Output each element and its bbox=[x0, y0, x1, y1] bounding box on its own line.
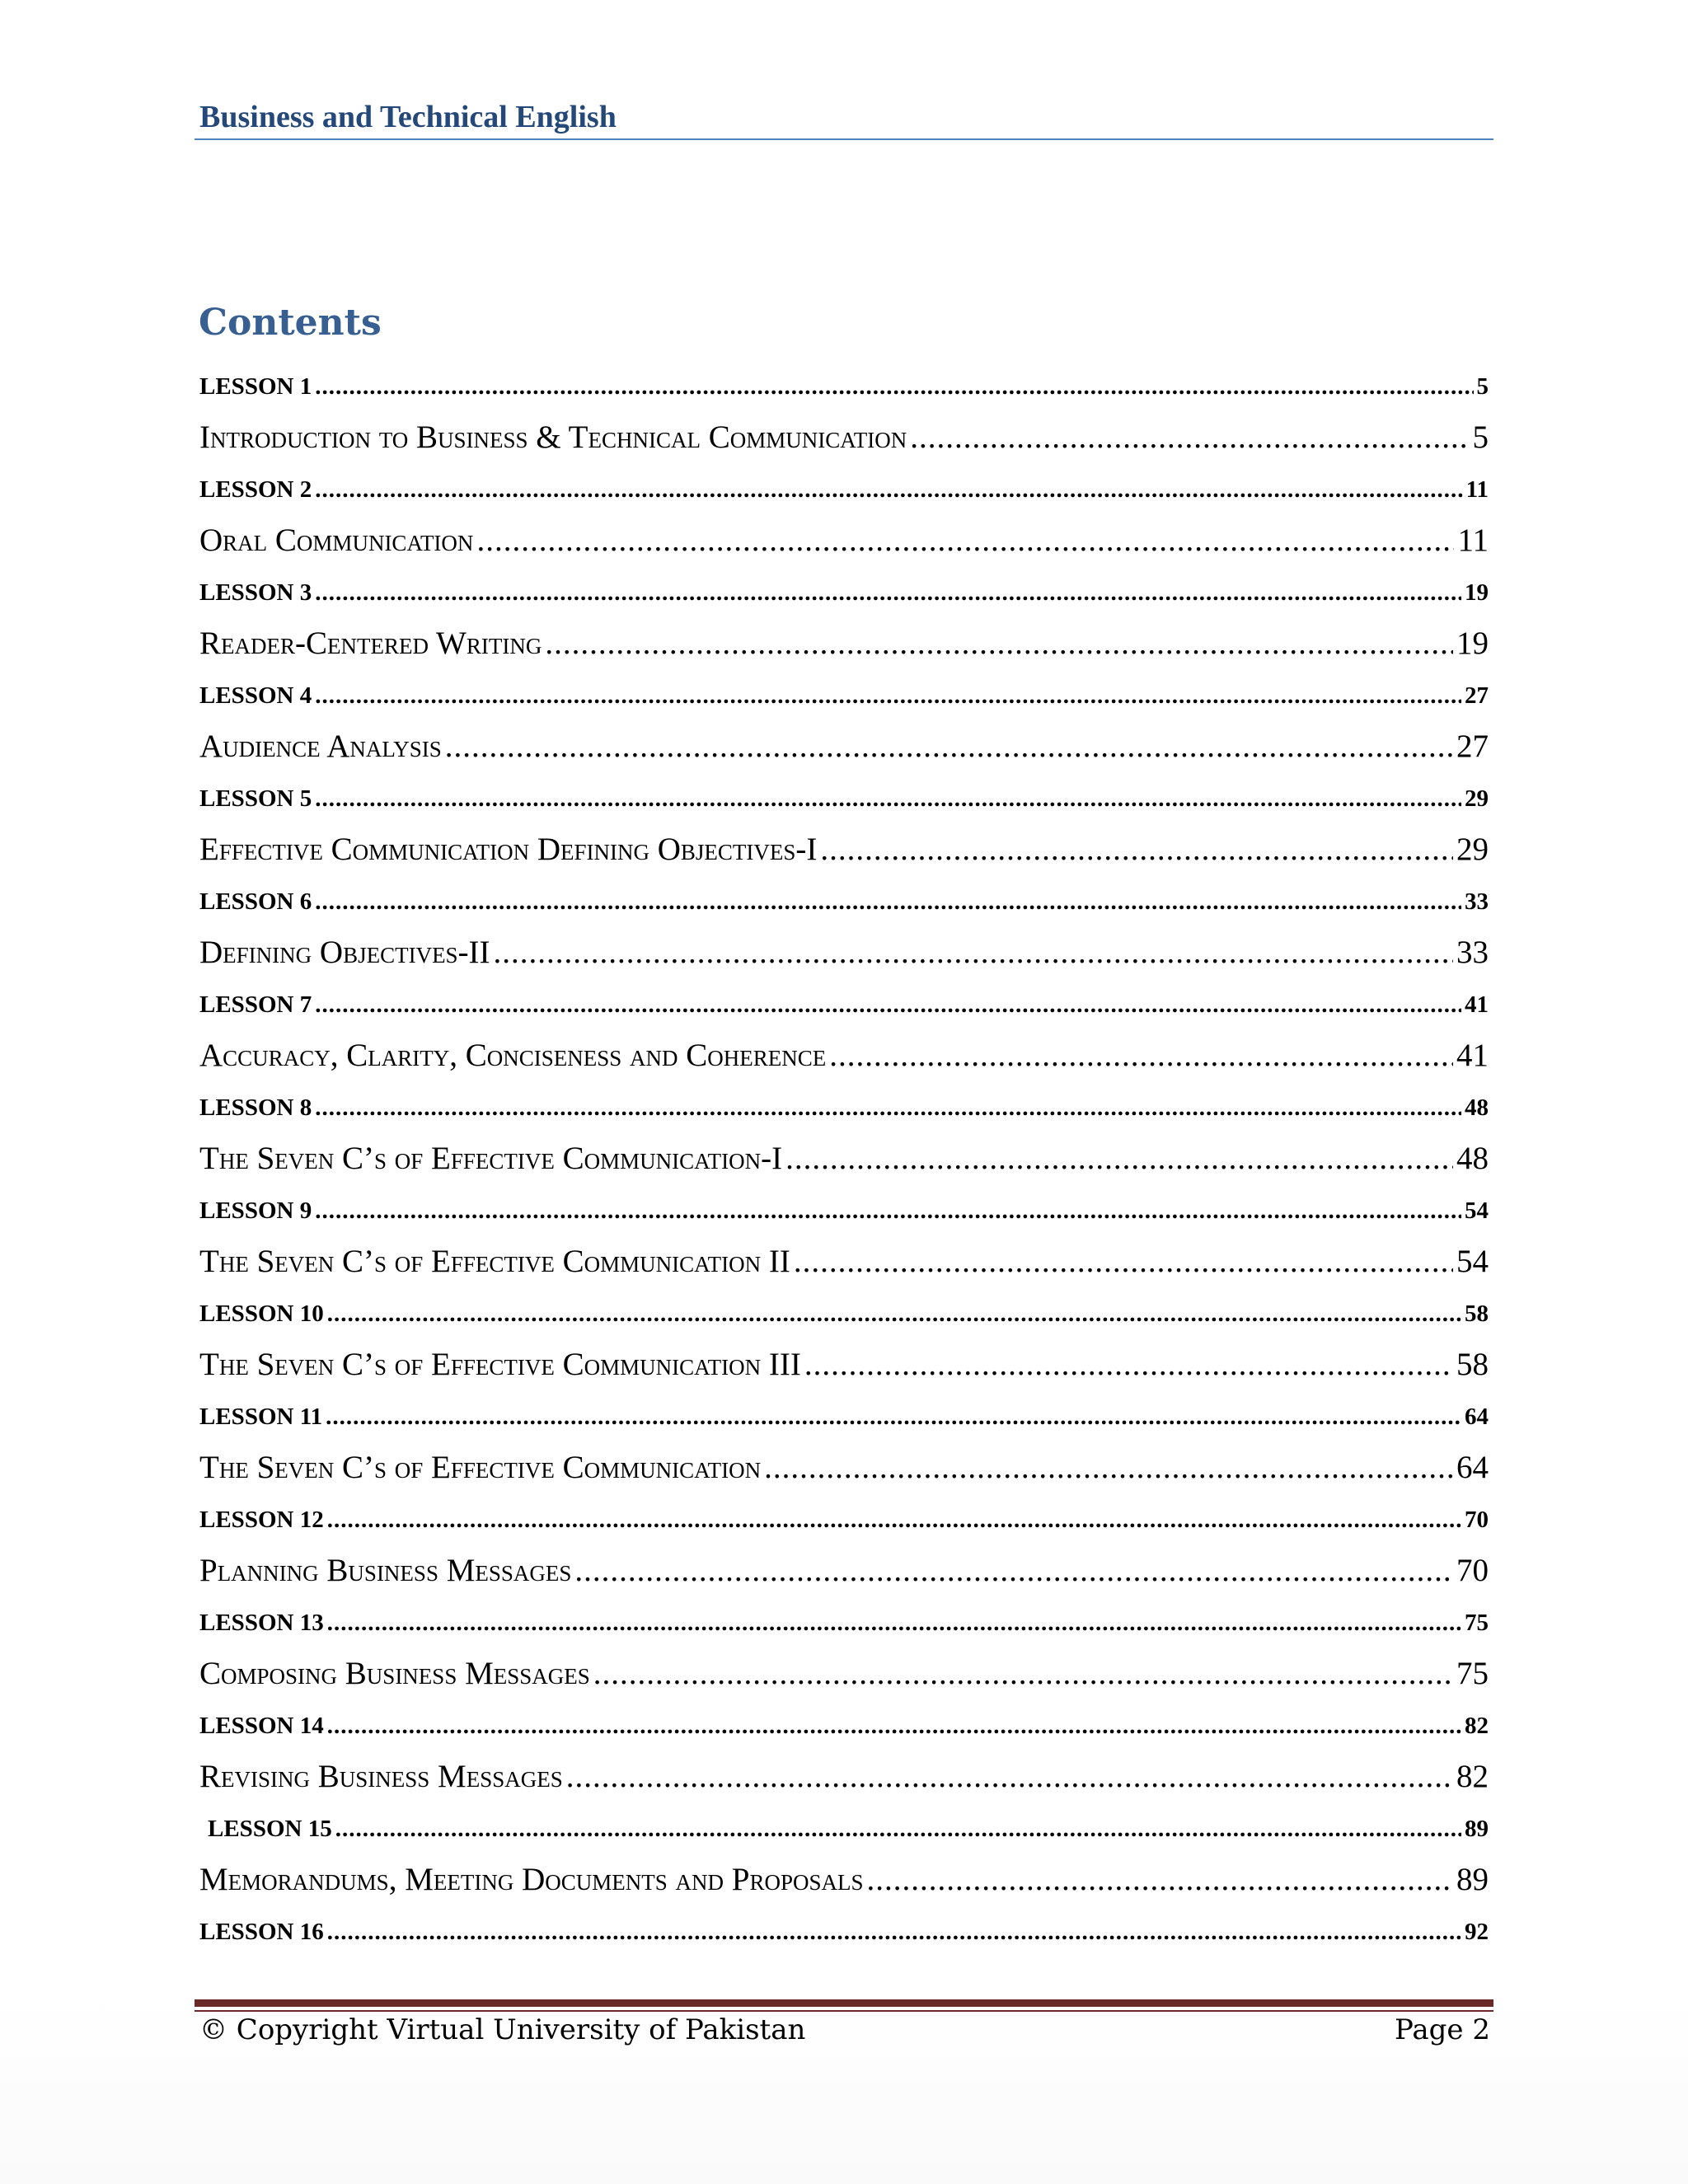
toc-entry-page-number: 70 bbox=[1456, 1553, 1489, 1588]
toc-entry-label: LESSON 6 bbox=[199, 888, 312, 915]
toc-entry-page-number: 75 bbox=[1456, 1656, 1489, 1691]
toc-topic-entry[interactable] bbox=[199, 509, 1489, 566]
toc-entry-label: Accuracy, Clarity, Conciseness and Coherence bbox=[199, 1038, 827, 1073]
toc-entry-label: LESSON 2 bbox=[199, 476, 312, 503]
toc-lesson-entry[interactable] bbox=[199, 772, 1489, 818]
toc-dot-leader bbox=[327, 1699, 1461, 1745]
toc-entry-label: LESSON 14 bbox=[199, 1713, 324, 1739]
toc-entry-label: Introduction to Business & Technical Communication bbox=[199, 419, 907, 455]
toc-entry-page-number: 82 bbox=[1465, 1713, 1489, 1739]
toc-dot-leader bbox=[315, 978, 1461, 1024]
toc-topic-entry[interactable] bbox=[199, 1848, 1489, 1905]
toc-topic-entry[interactable] bbox=[199, 1333, 1489, 1390]
toc-dot-leader bbox=[794, 1230, 1453, 1287]
footer-divider-thin bbox=[195, 2010, 1493, 2012]
toc-entry-page-number: 54 bbox=[1465, 1197, 1489, 1224]
toc-entry-label: The Seven C’s of Effective Communication-I bbox=[199, 1141, 783, 1176]
toc-entry-page-number: 29 bbox=[1456, 832, 1489, 867]
footer-page-number: Page 2 bbox=[1395, 2013, 1490, 2046]
toc-lesson-entry[interactable] bbox=[199, 978, 1489, 1024]
toc-entry-page-number: 89 bbox=[1465, 1816, 1489, 1842]
toc-dot-leader bbox=[867, 1848, 1453, 1905]
toc-entry-label: LESSON 9 bbox=[199, 1197, 312, 1224]
toc-entry-page-number: 29 bbox=[1465, 785, 1489, 812]
toc-lesson-entry[interactable] bbox=[199, 1493, 1489, 1539]
toc-entry-label: Planning Business Messages bbox=[199, 1553, 572, 1588]
toc-topic-entry[interactable] bbox=[199, 1436, 1489, 1493]
toc-dot-leader bbox=[804, 1333, 1453, 1390]
toc-entry-label: LESSON 1 bbox=[199, 373, 312, 400]
toc-dot-leader bbox=[494, 921, 1453, 978]
toc-entry-label: Memorandums, Meeting Documents and Proposals bbox=[199, 1862, 864, 1897]
toc-dot-leader bbox=[445, 715, 1453, 772]
toc-entry-label: LESSON 15 bbox=[208, 1816, 332, 1842]
running-header-title: Business and Technical English bbox=[199, 100, 617, 134]
toc-topic-entry[interactable] bbox=[199, 921, 1489, 978]
toc-lesson-entry[interactable] bbox=[199, 1596, 1489, 1642]
footer-divider-thick bbox=[195, 1999, 1493, 2007]
toc-entry-label: LESSON 11 bbox=[199, 1404, 323, 1430]
toc-entry-label: LESSON 16 bbox=[199, 1919, 324, 1945]
toc-topic-entry[interactable] bbox=[199, 405, 1489, 463]
toc-entry-page-number: 11 bbox=[1457, 523, 1489, 558]
toc-topic-entry[interactable] bbox=[199, 1127, 1489, 1184]
toc-dot-leader bbox=[566, 1745, 1453, 1802]
toc-topic-entry[interactable] bbox=[199, 612, 1489, 669]
toc-entry-page-number: 75 bbox=[1465, 1610, 1489, 1636]
toc-entry-label: Audience Analysis bbox=[199, 729, 442, 764]
toc-dot-leader bbox=[315, 772, 1461, 818]
toc-entry-page-number: 82 bbox=[1456, 1759, 1489, 1794]
toc-entry-label: LESSON 8 bbox=[199, 1094, 312, 1121]
toc-entry-label: LESSON 5 bbox=[199, 785, 312, 812]
toc-entry-page-number: 11 bbox=[1465, 476, 1489, 503]
toc-dot-leader bbox=[327, 1905, 1461, 1951]
toc-entry-page-number: 33 bbox=[1456, 935, 1489, 970]
toc-lesson-entry[interactable] bbox=[199, 875, 1489, 921]
toc-topic-entry[interactable] bbox=[199, 715, 1489, 772]
toc-entry-page-number: 58 bbox=[1456, 1347, 1489, 1382]
toc-lesson-entry[interactable] bbox=[199, 669, 1489, 715]
toc-dot-leader bbox=[326, 1390, 1461, 1436]
toc-entry-page-number: 27 bbox=[1465, 682, 1489, 709]
toc-entry-page-number: 5 bbox=[1472, 419, 1489, 455]
toc-dot-leader bbox=[315, 1081, 1461, 1127]
toc-entry-page-number: 41 bbox=[1456, 1038, 1489, 1073]
toc-entry-page-number: 70 bbox=[1465, 1507, 1489, 1533]
toc-dot-leader bbox=[545, 612, 1453, 669]
toc-dot-leader bbox=[327, 1596, 1461, 1642]
toc-entry-page-number: 48 bbox=[1465, 1094, 1489, 1121]
toc-dot-leader bbox=[315, 875, 1461, 921]
toc-lesson-entry[interactable] bbox=[199, 1905, 1489, 1951]
toc-entry-label: LESSON 4 bbox=[199, 682, 312, 709]
toc-topic-entry[interactable] bbox=[199, 1642, 1489, 1699]
toc-entry-page-number: 33 bbox=[1465, 888, 1489, 915]
toc-dot-leader bbox=[829, 1024, 1453, 1081]
header-divider bbox=[195, 138, 1493, 140]
toc-dot-leader bbox=[593, 1642, 1453, 1699]
toc-entry-page-number: 27 bbox=[1456, 729, 1489, 764]
toc-dot-leader bbox=[315, 669, 1461, 715]
contents-heading: Contents bbox=[199, 302, 382, 344]
toc-dot-leader bbox=[315, 463, 1462, 509]
toc-lesson-entry[interactable] bbox=[199, 1699, 1489, 1745]
toc-dot-leader bbox=[315, 1184, 1461, 1230]
toc-dot-leader bbox=[327, 1493, 1461, 1539]
toc-entry-label: Oral Communication bbox=[199, 523, 474, 558]
toc-entry-page-number: 64 bbox=[1465, 1404, 1489, 1430]
toc-lesson-entry[interactable] bbox=[199, 1081, 1489, 1127]
toc-entry-label: LESSON 13 bbox=[199, 1610, 324, 1636]
toc-entry-label: Revising Business Messages bbox=[199, 1759, 563, 1794]
toc-lesson-entry[interactable] bbox=[199, 360, 1489, 405]
toc-entry-label: LESSON 10 bbox=[199, 1301, 324, 1327]
toc-entry-label: LESSON 7 bbox=[199, 991, 312, 1018]
toc-lesson-entry[interactable] bbox=[199, 463, 1489, 509]
toc-entry-label: Effective Communication Defining Objectives-I bbox=[199, 832, 818, 867]
toc-topic-entry[interactable] bbox=[199, 1024, 1489, 1081]
toc-lesson-entry[interactable] bbox=[199, 1390, 1489, 1436]
toc-topic-entry[interactable] bbox=[199, 1745, 1489, 1802]
toc-entry-label: Composing Business Messages bbox=[199, 1656, 590, 1691]
toc-lesson-entry[interactable] bbox=[199, 1802, 1489, 1848]
toc-dot-leader bbox=[315, 360, 1473, 405]
table-of-contents bbox=[199, 360, 1489, 1951]
toc-entry-page-number: 54 bbox=[1456, 1244, 1489, 1279]
toc-topic-entry[interactable] bbox=[199, 1230, 1489, 1287]
toc-dot-leader bbox=[764, 1436, 1453, 1493]
toc-entry-label: LESSON 12 bbox=[199, 1507, 324, 1533]
toc-entry-page-number: 5 bbox=[1476, 373, 1489, 400]
toc-lesson-entry[interactable] bbox=[199, 566, 1489, 612]
toc-dot-leader bbox=[820, 818, 1453, 875]
toc-lesson-entry[interactable] bbox=[199, 1184, 1489, 1230]
toc-topic-entry[interactable] bbox=[199, 1539, 1489, 1596]
toc-dot-leader bbox=[785, 1127, 1453, 1184]
toc-entry-label: The Seven C’s of Effective Communication bbox=[199, 1450, 762, 1485]
toc-entry-label: Reader-Centered Writing bbox=[199, 626, 542, 661]
toc-dot-leader bbox=[574, 1539, 1453, 1596]
toc-dot-leader bbox=[910, 405, 1469, 463]
toc-dot-leader bbox=[335, 1802, 1461, 1848]
toc-topic-entry[interactable] bbox=[199, 818, 1489, 875]
toc-entry-label: LESSON 3 bbox=[199, 579, 312, 606]
toc-dot-leader bbox=[476, 509, 1454, 566]
toc-entry-label: Defining Objectives-II bbox=[199, 935, 490, 970]
toc-lesson-entry[interactable] bbox=[199, 1287, 1489, 1333]
toc-dot-leader bbox=[315, 566, 1461, 612]
toc-entry-page-number: 58 bbox=[1465, 1301, 1489, 1327]
footer-copyright: © Copyright Virtual University of Pakistan bbox=[199, 2013, 806, 2046]
toc-entry-page-number: 92 bbox=[1465, 1919, 1489, 1945]
toc-entry-page-number: 89 bbox=[1456, 1862, 1489, 1897]
toc-entry-page-number: 19 bbox=[1465, 579, 1489, 606]
toc-entry-page-number: 19 bbox=[1456, 626, 1489, 661]
toc-entry-page-number: 41 bbox=[1465, 991, 1489, 1018]
toc-entry-page-number: 48 bbox=[1456, 1141, 1489, 1176]
toc-entry-label: The Seven C’s of Effective Communication III bbox=[199, 1347, 801, 1382]
toc-entry-page-number: 64 bbox=[1456, 1450, 1489, 1485]
toc-entry-label: The Seven C’s of Effective Communication II bbox=[199, 1244, 790, 1279]
toc-dot-leader bbox=[327, 1287, 1461, 1333]
